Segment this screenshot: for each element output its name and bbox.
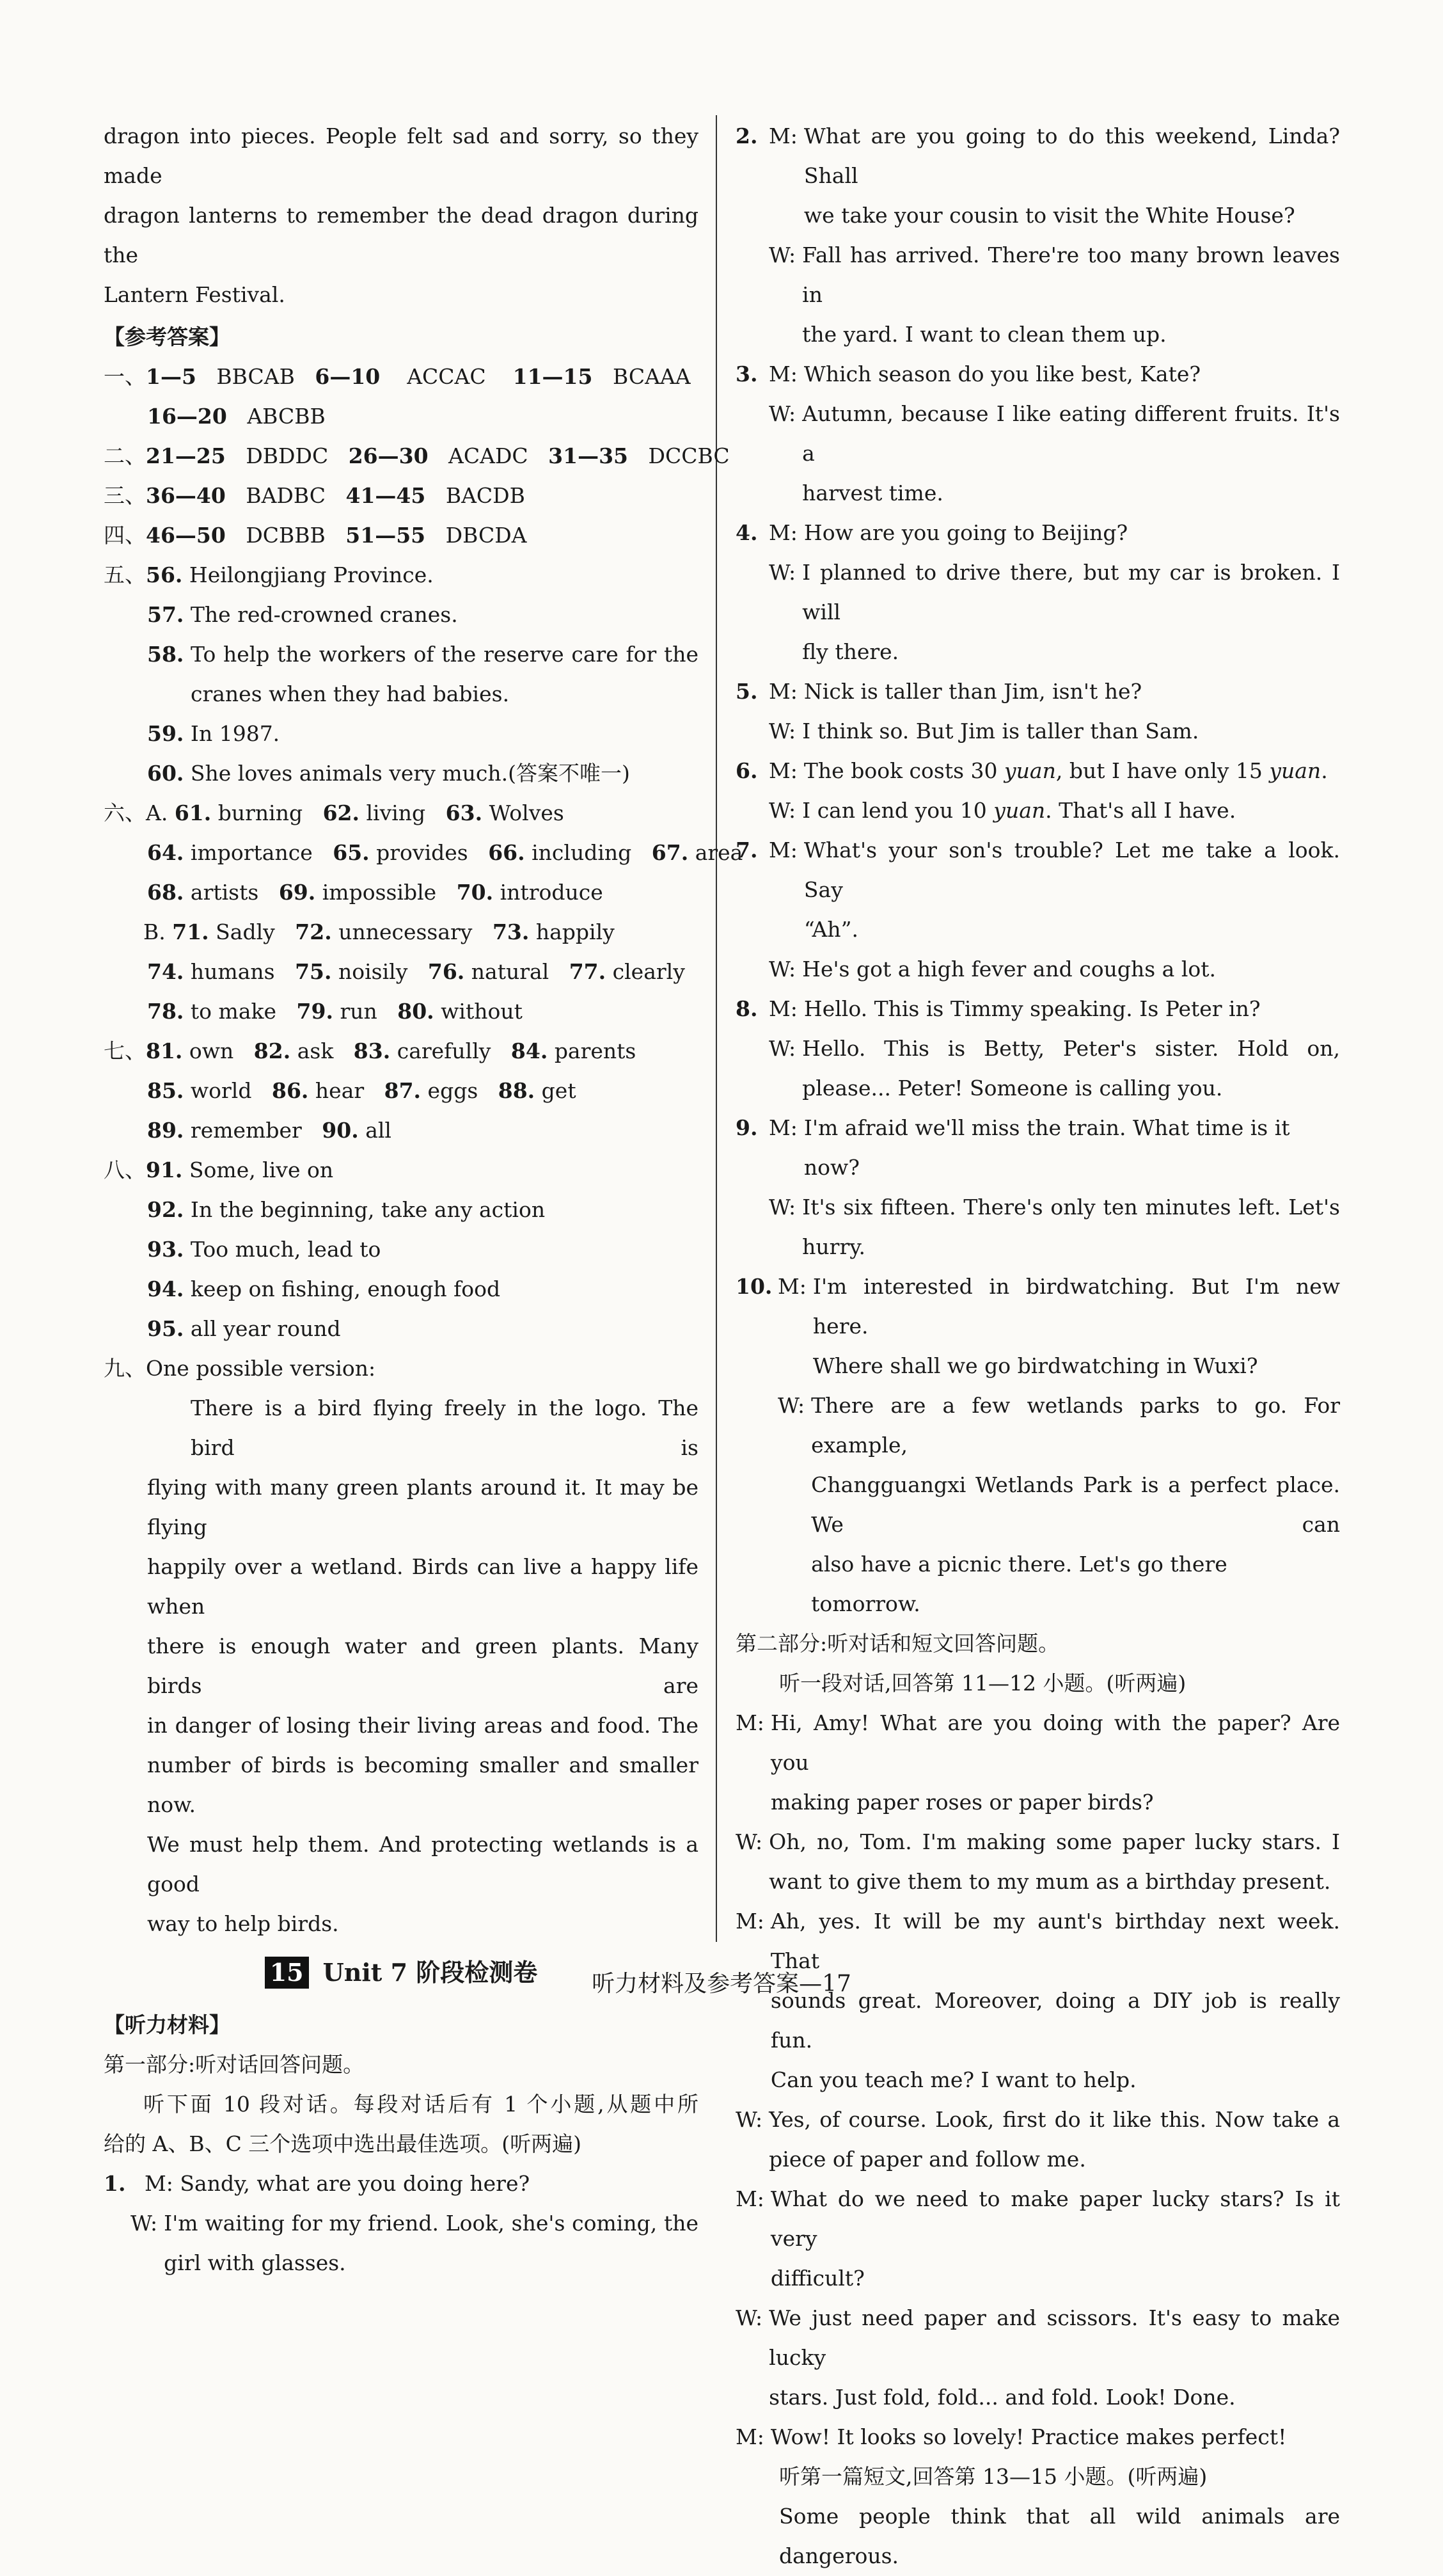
answer-row: 68. artists 69. impossible 70. introduce (147, 880, 603, 905)
answer-row: 89. remember 90. all (147, 1118, 391, 1143)
dialog-6: 6. M: The book costs 30 yuan, but I have only 15 yuan. W: I can lend you 10 yuan. That's all I have. (736, 758, 1328, 823)
dialog-7: 7. M: What's your son's trouble? Let me take a look. Say “Ah”. W: He's got a high fever and coughs a lot. (736, 838, 1340, 982)
answer-row: 85. world 86. hear 87. eggs 88. get (147, 1078, 576, 1103)
answer-section-9: 九、 One possible version: (104, 1356, 376, 1381)
conversation-turn: W: Oh, no, Tom. I'm making some paper lucky stars. I want to give them to my mum as a birthday present. (736, 1829, 1340, 1894)
listening-title: 【听力材料】 (104, 2012, 230, 2037)
answer-item: 92. In the beginning, take any action (147, 1197, 546, 1222)
answer-section-1: 一、 1—5 BBCAB 6—10 ACCAC 11—15 BCAAA (104, 364, 691, 389)
answer-section-7: 七、 81. own 82. ask 83. carefully 84. parents (104, 1038, 636, 1063)
answer-row: B. 71. Sadly 72. unnecessary 73. happily (143, 919, 615, 944)
conversation-turn: M: Ah, yes. It will be my aunt's birthday next week. That sounds great. Moreover, doing a DIY job is really fun. Can you teach me? I want to help. (736, 1909, 1340, 2092)
right-column (736, 116, 1340, 2576)
answer-item: 93. Too much, lead to (147, 1237, 381, 1262)
part-one-heading: 第一部分:听对话回答问题。 (104, 2052, 365, 2077)
answer-row: 74. humans 75. noisily 76. natural 77. clearly (147, 959, 685, 984)
page-footer: 听力材料及参考答案—17 (592, 1971, 851, 1997)
answer-item: 59. In 1987. (147, 721, 280, 746)
answer-item: 57. The red-crowned cranes. (147, 602, 458, 627)
dialog-8: 8. M: Hello. This is Timmy speaking. Is Peter in? W: Hello. This is Betty, Peter's sister. Hold on, please... Peter! Someone is calling you. (736, 996, 1340, 1101)
conversation-turn: W: Yes, of course. Look, first do it like this. Now take a piece of paper and follow me. (736, 2107, 1340, 2172)
answer-item: 94. keep on fishing, enough food (147, 1276, 501, 1301)
answer-section-2: 二、 21—25 DBDDC 26—30 ACADC 31—35 DCCBC (104, 443, 730, 468)
answer-section-6: 六、 A. 61. burning 62. living 63. Wolves (104, 800, 564, 825)
essay: There is a bird flying freely in the logo. The bird is flying with many green plants around it. It may be flying happily over a wetland. Birds can live a happy life when there is enough water and green plants. Many birds are in danger of losing their living areas and food. The number of birds is becoming smaller and smaller now. We must help them. And protecting wetlands is a good way to help birds. (147, 1395, 698, 1936)
answer-section-5: 五、 56. Heilongjiang Province. (104, 562, 434, 587)
column-divider (716, 115, 717, 1942)
instruction-line: 给的 A、B、C 三个选项中选出最佳选项。(听两遍) (104, 2131, 582, 2156)
unit-title: Unit 7 阶段检测卷 (322, 1958, 538, 1987)
instruction-line: 听下面 10 段对话。每段对话后有 1 个小题,从题中所 (143, 2092, 698, 2117)
dialog-1: 1. M: Sandy, what are you doing here? (104, 2171, 530, 2196)
conversation-turn: M: Hi, Amy! What are you doing with the paper? Are you making paper roses or paper birds? (736, 1710, 1340, 1815)
answer-item: 95. all year round (147, 1316, 341, 1341)
answer-section-3: 三、 36—40 BADBC 41—45 BACDB (104, 483, 525, 508)
dialog-3: 3. M: Which season do you like best, Kate? W: Autumn, because I like eating different fruits. It's a harvest time. (736, 362, 1340, 505)
instruction-line: 听第一篇短文,回答第 13—15 小题。(听两遍) (779, 2464, 1208, 2489)
unit-number-badge: 15 (265, 1957, 309, 1989)
conversation-turn: M: What do we need to make paper lucky stars? Is it very difficult? (736, 2186, 1340, 2291)
answer-item: 60. She loves animals very much.(答案不唯一) (147, 761, 630, 786)
passage-line: Some people think that all wild animals are dangerous. (779, 2504, 1340, 2568)
intro-line: Lantern Festival. (104, 282, 285, 307)
part-two-heading: 第二部分:听对话和短文回答问题。 (736, 1631, 1060, 1656)
answer-row: 78. to make 79. run 80. without (147, 999, 523, 1024)
conversation (736, 1703, 1340, 2457)
conversation-turn: M: Wow! It looks so lovely! Practice makes perfect! (736, 2424, 1287, 2449)
dialog-1-w: W: I'm waiting for my friend. Look, she's coming, the girl with glasses. (130, 2211, 698, 2275)
intro-line: dragon lanterns to remember the dead dragon during the (104, 203, 698, 267)
dialog-4: 4. M: How are you going to Beijing? W: I planned to drive there, but my car is broken. I will fly there. (736, 520, 1340, 664)
dialog-10: 10. M: I'm interested in birdwatching. But I'm new here. Where shall we go birdwatching in Wuxi? W: There are a few wetlands parks to go. For example, Changguangxi Wetlands Park is a perfect place. We can also have a picnic there. Let's go there tomorrow. (736, 1274, 1340, 1616)
dialog-list (736, 116, 1340, 1624)
answer-row: 64. importance 65. provides 66. including 67. area (147, 840, 743, 865)
answers-title: 【参考答案】 (104, 324, 230, 349)
answer-section-1-cont: 16—20 ABCBB (147, 404, 326, 429)
dialog-5: 5. M: Nick is taller than Jim, isn't he? W: I think so. But Jim is taller than Sam. (736, 679, 1199, 743)
answer-section-4: 四、 46—50 DCBBB 51—55 DBCDA (104, 523, 527, 548)
answer-section-8: 八、 91. Some, live on (104, 1157, 334, 1182)
instruction-line: 听一段对话,回答第 11—12 小题。(听两遍) (779, 1671, 1187, 1696)
answer-item: 58. To help the workers of the reserve care for the cranes when they had babies. (147, 642, 698, 706)
dialog-2: 2. M: What are you going to do this weekend, Linda? Shall we take your cousin to visit the White House? W: Fall has arrived. There're too many brown leaves in the yard. I want to clean them up. (736, 123, 1340, 347)
conversation-turn: W: We just need paper and scissors. It's easy to make lucky stars. Just fold, fold... and fold. Look! Done. (736, 2305, 1340, 2410)
intro-line: dragon into pieces. People felt sad and sorry, so they made (104, 123, 698, 188)
dialog-9: 9. M: I'm afraid we'll miss the train. What time is it now? W: It's six fifteen. There's only ten minutes left. Let's hurry. (736, 1115, 1340, 1259)
